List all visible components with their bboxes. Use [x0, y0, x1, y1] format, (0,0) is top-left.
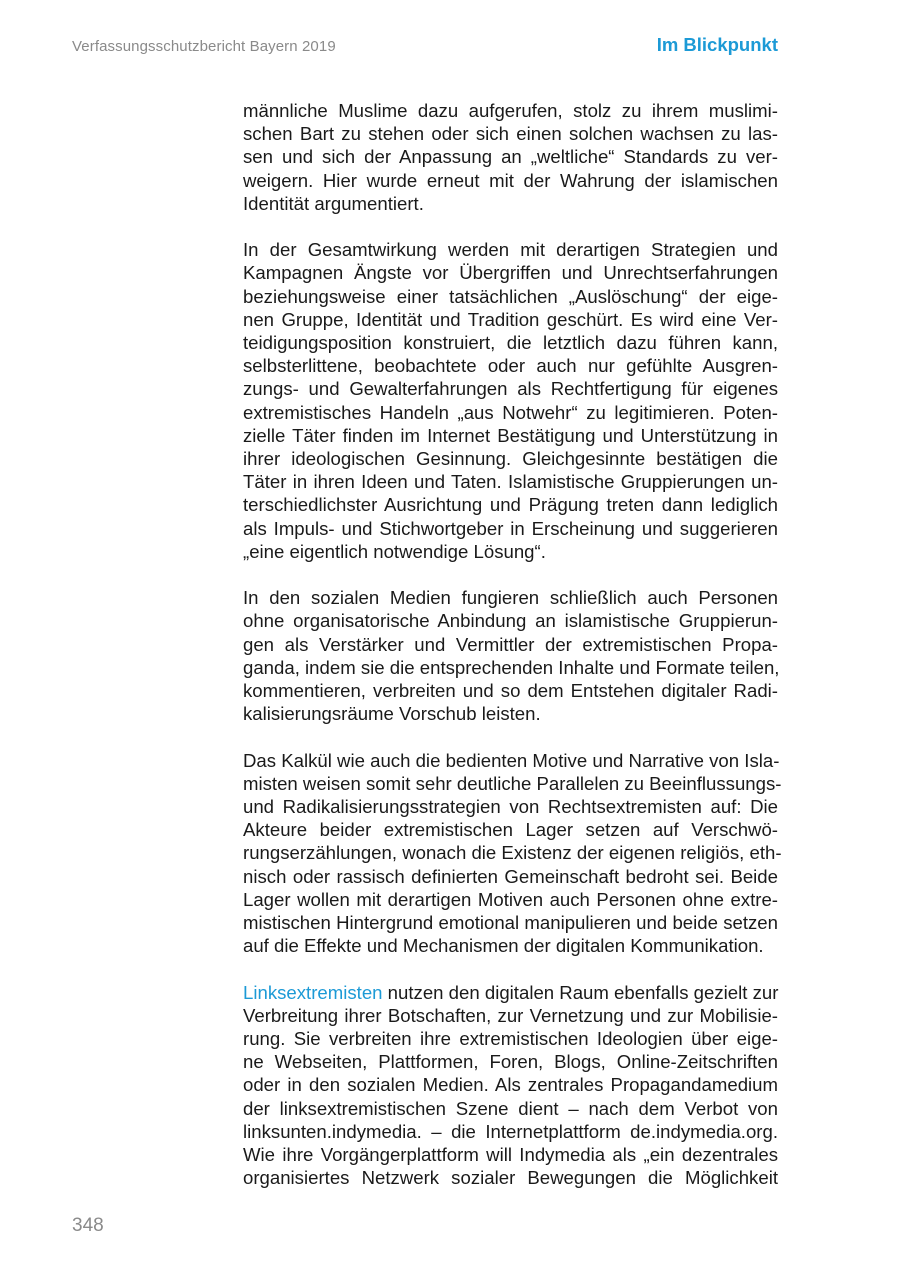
text-line: kalisierungsräume Vorschub leisten. — [243, 703, 541, 725]
text-line: teidigungsposition konstruiert, die letztlich dazu führen kann, — [243, 332, 778, 354]
text-line: linksunten.indymedia. – die Internetplattform de.indymedia.org. — [243, 1120, 778, 1142]
text-line: misten weisen somit sehr deutliche Parallelen zu Beeinflussungs- — [243, 772, 782, 794]
text-line: zielle Täter finden im Internet Bestätigung und Unterstützung in — [243, 424, 778, 446]
text-line: In den sozialen Medien fungieren schließlich auch Personen — [243, 587, 778, 609]
text-line: ihrer ideologischen Gesinnung. Gleichgesinnte bestätigen die — [243, 448, 778, 470]
linksextremisten-link[interactable]: Linksextremisten — [243, 981, 383, 1003]
text-line: Identität argumentiert. — [243, 192, 424, 214]
text-line: ohne organisatorische Anbindung an islamistische Gruppierun- — [243, 610, 778, 632]
running-title: Verfassungsschutzbericht Bayern 2019 — [72, 38, 336, 55]
text-line: Akteure beider extremistischen Lager setzen auf Verschwö- — [243, 819, 778, 841]
text-line-rest: nutzen den digitalen Raum ebenfalls gezielt zur — [382, 981, 779, 1003]
paragraph-1 — [243, 99, 778, 215]
text-line: selbsterlittene, beobachtete oder auch nur gefühlte Ausgren- — [243, 355, 778, 377]
text-line: und Radikalisierungsstrategien von Rechtsextremisten auf: Die — [243, 796, 778, 818]
text-line: rungserzählungen, wonach die Existenz der eigenen religiös, eth- — [243, 842, 782, 864]
text-line: gen als Verstärker und Vermittler der extremistischen Propa- — [243, 633, 778, 655]
page-number: 348 — [72, 1215, 104, 1236]
text-line: ne Webseiten, Plattformen, Foren, Blogs, Online-Zeitschriften — [243, 1051, 778, 1073]
text-line: Lager wollen mit derartigen Motiven auch Personen ohne extre- — [243, 888, 778, 910]
text-line: oder in den sozialen Medien. Als zentrales Propagandamedium — [243, 1074, 778, 1096]
paragraph-4 — [243, 749, 782, 958]
text-line: Wie ihre Vorgängerplattform will Indymedia als „ein dezentrales — [243, 1144, 778, 1166]
text-line: Kampagnen Ängste vor Übergriffen und Unrechtserfahrungen — [243, 262, 778, 284]
text-line: zungs- und Gewalterfahrungen als Rechtfertigung für eigenes — [243, 378, 778, 400]
text-line: extremistisches Handeln „aus Notwehr“ zu legitimieren. Poten- — [243, 401, 778, 423]
text-line: organisiertes Netzwerk sozialer Bewegungen die Möglichkeit — [243, 1167, 778, 1189]
text-line: weigern. Hier wurde erneut mit der Wahrung der islamischen — [243, 169, 778, 191]
text-line: mistischen Hintergrund emotional manipulieren und beide setzen — [243, 912, 778, 934]
text-line: schen Bart zu stehen oder sich einen solchen wachsen zu las- — [243, 123, 778, 145]
text-line: rung. Sie verbreiten ihre extremistischen Ideologien über eige- — [243, 1028, 778, 1050]
text-line: nisch oder rassisch definierten Gemeinschaft bedroht sei. Beide — [243, 865, 778, 887]
section-title: Im Blickpunkt — [656, 34, 778, 55]
text-line: sen und sich der Anpassung an „weltliche“ Standards zu ver- — [243, 146, 778, 168]
paragraph-2 — [243, 238, 778, 563]
text-line — [243, 981, 778, 1004]
text-line: In der Gesamtwirkung werden mit derartigen Strategien und — [243, 239, 778, 261]
text-line: der linksextremistischen Szene dient – nach dem Verbot von — [243, 1097, 778, 1119]
text-line: männliche Muslime dazu aufgerufen, stolz zu ihrem muslimi- — [243, 100, 778, 121]
body-text — [243, 99, 782, 1213]
paragraph-3 — [243, 586, 778, 725]
text-line: als Impuls- und Stichwortgeber in Erscheinung und suggerieren — [243, 517, 778, 539]
text-line: Verbreitung ihrer Botschaften, zur Vernetzung und zur Mobilisie- — [243, 1004, 778, 1026]
paragraph-5 — [243, 981, 778, 1190]
text-line: „eine eigentlich notwendige Lösung“. — [243, 540, 546, 562]
text-line: Täter in ihren Ideen und Taten. Islamistische Gruppierungen un- — [243, 471, 778, 493]
text-line: terschiedlichster Ausrichtung und Prägung treten dann lediglich — [243, 494, 778, 516]
text-line: nen Gruppe, Identität und Tradition geschürt. Es wird eine Ver- — [243, 308, 778, 330]
text-line: auf die Effekte und Mechanismen der digitalen Kommunikation. — [243, 935, 764, 957]
text-line: Das Kalkül wie auch die bedienten Motive und Narrative von Isla- — [243, 749, 780, 771]
text-line: ganda, indem sie die entsprechenden Inhalte und Formate teilen, — [243, 656, 780, 678]
text-line: kommentieren, verbreiten und so dem Entstehen digitaler Radi- — [243, 680, 778, 702]
text-line: beziehungsweise einer tatsächlichen „Auslöschung“ der eige- — [243, 285, 778, 307]
